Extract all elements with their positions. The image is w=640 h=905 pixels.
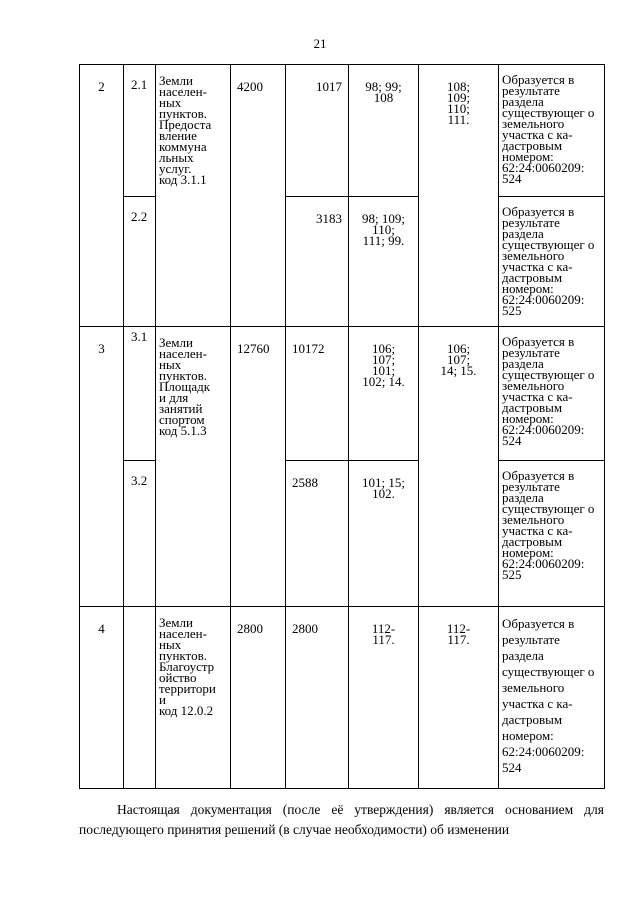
sub-number: 3.2 [124,461,156,607]
total-area: 12760 [231,327,286,607]
row-number: 2 [80,65,124,327]
table-row [80,607,605,789]
table-row [80,65,605,197]
sub-number: 3.1 [124,327,156,461]
land-plots-table [79,64,605,789]
part-area: 2800 [286,607,349,789]
part-area: 3183 [286,197,349,327]
sub-number: 2.1 [124,65,156,197]
group-point-numbers: 106; 107; 14; 15. [419,327,499,607]
land-category: Земли населен- ных пунктов. Площадк и для занятий спортом код 5.1.3 [156,327,231,607]
point-numbers: 98; 109; 110; 111; 99. [349,197,419,327]
formation-note: Образуется в результате раздела существующег о земельного участка с ка-дастровым номером: 62:24:0060209: 525 [499,461,605,607]
total-area: 2800 [231,607,286,789]
point-numbers: 112- 117. [349,607,419,789]
part-area: 1017 [286,65,349,197]
formation-note: Образуется в результате раздела существующег о земельного участка с ка-дастровым номером: 62:24:0060209: 524 [499,327,605,461]
body-paragraph [79,800,604,840]
formation-note: Образуется в результате раздела существующег о земельного участка с ка-дастровым номером: 62:24:0060209: 524 [499,65,605,197]
point-numbers: 98; 99; 108 [349,65,419,197]
group-point-numbers: 108; 109; 110; 111. [419,65,499,327]
sub-number: 2.2 [124,197,156,327]
land-category: Земли населен- ных пунктов. Благоустр ойство территори и код 12.0.2 [156,607,231,789]
paragraph-text: Настоящая документация (после её утверждения) является основанием для последующего принятия решений (в случае необходимости) об изменении [79,802,604,837]
point-numbers: 106; 107; 101; 102; 14. [349,327,419,461]
land-category: Земли населен- ных пунктов. Предоста вление коммуна льных услуг. код 3.1.1 [156,65,231,327]
formation-note: Образуется в результате раздела существующег о земельного участка с ка-дастровым номером: 62:24:0060209: 524 [499,607,605,789]
part-area: 2588 [286,461,349,607]
row-number: 4 [80,607,124,789]
formation-note: Образуется в результате раздела существующег о земельного участка с ка-дастровым номером: 62:24:0060209: 525 [499,197,605,327]
row-number: 3 [80,327,124,607]
sub-number [124,607,156,789]
point-numbers: 101; 15; 102. [349,461,419,607]
page-number: 21 [313,36,327,51]
part-area: 10172 [286,327,349,461]
table-row [80,327,605,461]
group-point-numbers: 112- 117. [419,607,499,789]
total-area: 4200 [231,65,286,327]
